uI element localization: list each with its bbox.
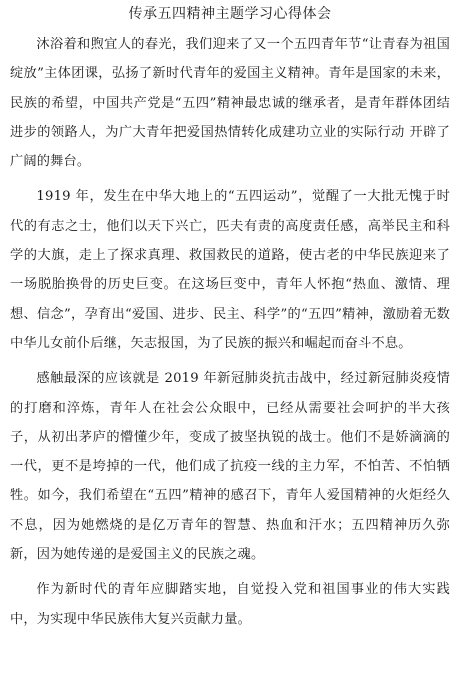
paragraph-4: 作为新时代的青年应脚踏实地，自觉投入党和祖国事业的伟大实践中，为实现中华民族伟大复兴贡献力量。 [10, 582, 450, 627]
document-title: 传承五四精神主题学习心得体会 [128, 6, 332, 22]
paragraph-2: 1919 年，发生在中华大地上的“五四运动”，觉醒了一大批无愧于时代的有志之士，他们以天下兴亡，匹夫有责的高度责任感，高举民主和科学的大旗，走上了探求真理、救国救民的道路，使古老的中华民族迎来了一场脱胎换骨的历史巨变。在这场巨变中，青年人怀抱“热血、激情、理想、信念”，孕育出“爱国、进步、民主、科学”的“五四”精神，激励着无数中华儿女前仆后继，矢志报国，为了民族的振兴和崛起而奋斗不息。 [10, 189, 450, 351]
paragraph-1: 沐浴着和煦宜人的春光，我们迎来了又一个五四青年节“让青春为祖国绽放”主体团课，弘扬了新时代青年的爱国主义精神。青年是国家的未来，民族的希望，中国共产党是“五四”精神最忠诚的继承者，是青年群体团结进步的领路人，为广大青年把爱国热情转化成建功立业的实际行动 开辟了广阔的舞台。 [10, 37, 450, 170]
paragraph-3: 感触最深的应该就是 2019 年新冠肺炎抗击战中，经过新冠肺炎疫情的打磨和淬炼，青年人在社会公众眼中，已经从需要社会呵护的半大孩子，从初出茅庐的懵懂少年，变成了披坚执锐的战士。他们不是娇滴滴的一代，更不是垮掉的一代，他们成了抗疫一线的主力军，不怕苦、不怕牺牲。如今，我们希望在“五四”精神的感召下，青年人爱国精神的火炬经久不息，因为她燃烧的是亿万青年的智慧、热血和汗水；五四精神历久弥新，因为她传递的是爱国主义的民族之魂。 [10, 371, 450, 563]
